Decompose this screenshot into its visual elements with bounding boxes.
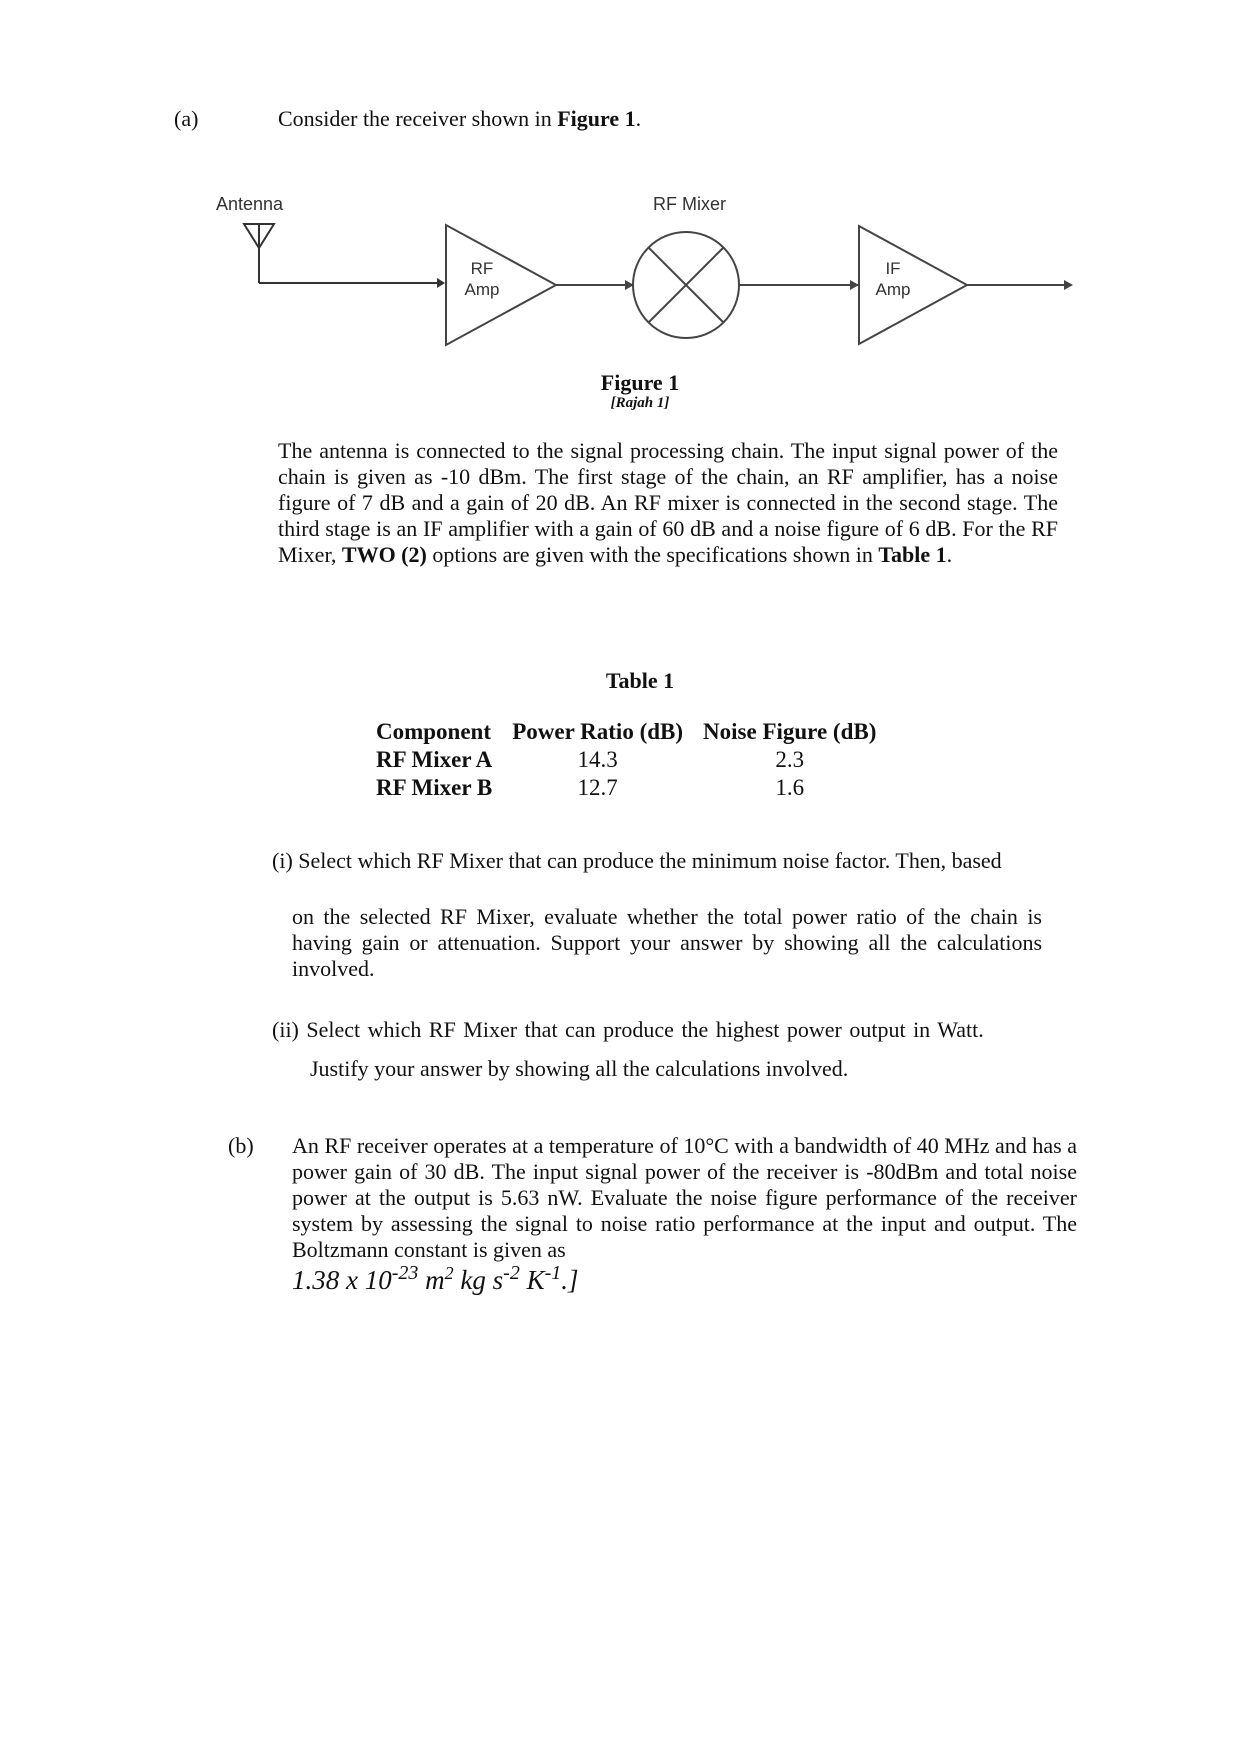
- receiver-diagram-svg: [0, 0, 1240, 400]
- cell-noise-figure: 1.6: [775, 775, 805, 800]
- cell-power-ratio: 14.3: [577, 747, 618, 772]
- constant-end: .]: [561, 1265, 579, 1295]
- part-a-intro-text: Consider the receiver shown in: [278, 106, 558, 131]
- spec-table: [366, 718, 886, 802]
- if-amp-label: [863, 258, 923, 300]
- arrow-antenna-to-rfamp: [437, 278, 445, 288]
- antenna-icon: [244, 224, 437, 283]
- figure-caption-subtitle: [Rajah 1]: [610, 395, 670, 411]
- constant-unit-kg-s: kg s: [453, 1265, 504, 1295]
- question-ii-line2: Justify your answer by showing all the calculations involved.: [310, 1056, 849, 1081]
- description-text-1: The antenna is connected to the signal processing chain. The input signal power of the chain is given as -10 dBm. The first stage of the chain, an RF amplifier, has a noise figure of 7 dB and a gain of 20 dB. An RF mixer is connected in the second stage. The third stage is an IF amplifier with a gain of 60 dB and a noise figure of 6 dB. For the RF Mixer,: [278, 438, 1058, 567]
- table-title: Table 1: [605, 668, 675, 693]
- receiver-diagram: [0, 0, 1240, 400]
- constant-exp-s: -2: [503, 1262, 520, 1284]
- constant-unit-m: m: [425, 1265, 445, 1295]
- constant-base: 1.38 x 10: [292, 1265, 392, 1295]
- rf-amp-label-line2: Amp: [464, 280, 500, 299]
- header-noise-figure: Noise Figure (dB): [703, 719, 877, 744]
- cell-component: RF Mixer A: [376, 747, 493, 772]
- constant-exp-m: 2: [444, 1263, 454, 1283]
- cell-noise-figure: 2.3: [775, 747, 805, 772]
- description-text-3: .: [946, 542, 953, 567]
- if-amp-label-line1: IF: [885, 259, 901, 278]
- table-header-row: [366, 718, 886, 746]
- part-a-intro-end: .: [635, 106, 642, 131]
- spec-table-wrapper: [366, 718, 886, 802]
- description-text-2: options are given with the specifications shown in: [426, 542, 879, 567]
- antenna-label: Antenna: [216, 194, 284, 214]
- rf-mixer-label: RF Mixer: [653, 194, 726, 214]
- header-component: Component: [376, 719, 492, 744]
- constant-exp-k: -1: [544, 1262, 562, 1284]
- description-bold-two: TWO (2): [341, 542, 427, 567]
- rf-mixer-icon: [633, 232, 739, 338]
- question-i-line1: (i) Select which RF Mixer that can produce the minimum noise factor. Then, based: [272, 848, 1002, 873]
- constant-exponent: -23: [391, 1262, 419, 1284]
- part-b-paragraph: An RF receiver operates at a temperature of 10°C with a bandwidth of 40 MHz and has a power gain of 30 dB. The input signal power of the receiver is -80dBm and total noise power at the output is 5.63 nW. Evaluate the noise figure performance of the receiver system by assessing the signal to noise ratio performance at the input and output. The Boltzmann constant is given as: [292, 1133, 1077, 1262]
- cell-power-ratio: 12.7: [577, 775, 618, 800]
- description-bold-table: Table 1: [878, 542, 947, 567]
- if-amp-label-line2: Amp: [875, 280, 911, 299]
- description-paragraph: [278, 438, 1058, 568]
- table-row: [366, 774, 886, 802]
- question-i-line2: on the selected RF Mixer, evaluate whether the total power ratio of the chain is having gain or attenuation. Support your answer by showing all the calculations involved.: [292, 904, 1042, 981]
- part-a-figure-ref: Figure 1: [557, 106, 636, 131]
- question-ii-line1: (ii) Select which RF Mixer that can produce the highest power output in Watt.: [272, 1017, 984, 1042]
- table-row: [366, 746, 886, 774]
- boltzmann-constant: [292, 1262, 579, 1296]
- cell-component: RF Mixer B: [376, 775, 493, 800]
- part-a-label: (a): [174, 106, 199, 131]
- header-power-ratio: Power Ratio (dB): [512, 719, 684, 744]
- constant-unit-k: K: [519, 1265, 545, 1295]
- arrow-mixer-to-ifamp: [850, 280, 859, 290]
- rf-amp-label: [452, 258, 512, 300]
- part-b-label: (b): [228, 1133, 254, 1158]
- figure-caption-title: Figure 1: [600, 370, 680, 395]
- rf-amp-label-line1: RF: [470, 259, 494, 278]
- output-arrow: [1064, 280, 1073, 290]
